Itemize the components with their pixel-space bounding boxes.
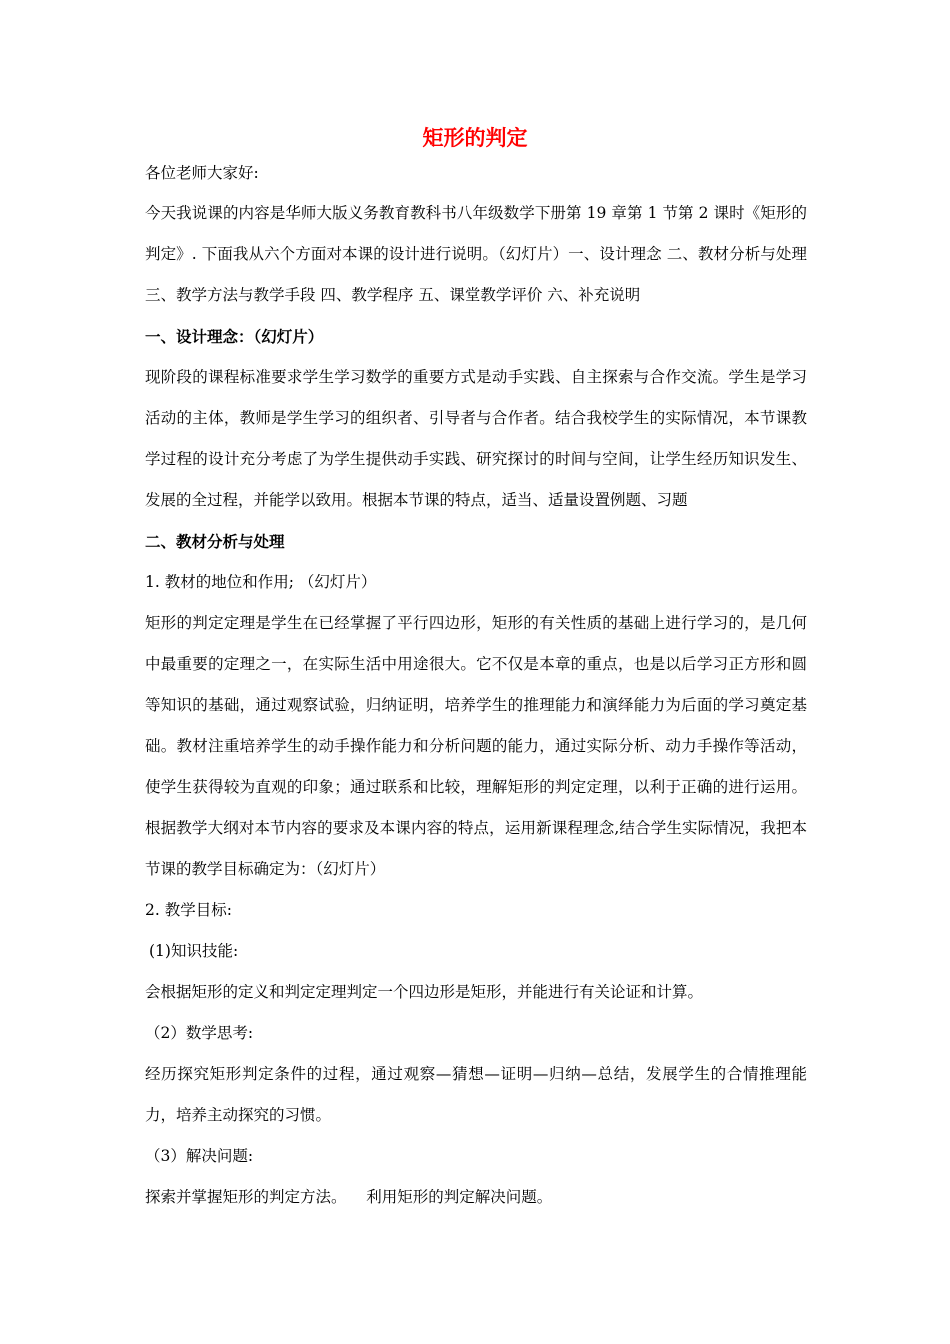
document-body [145,160,807,1218]
section-2-sub-2: 2. 教学目标: [145,901,232,919]
intro-paragraph: 今天我说课的内容是华师大版义务教育教科书八年级数学下册第 19 章第 1 节第 2 课时《矩形的判定》. 下面我从六个方面对本课的设计进行说明。（幻灯片）一、设计理念 二、教材分析与处理 三、教学方法与教学手段 四、教学程序 五、课堂教学评价 六、补充说明 [145,204,807,304]
goal-2-body: 经历探究矩形判定条件的过程，通过观察—猜想—证明—归纳—总结，发展学生的合情推理能力，培养主动探究的习惯。 [145,1065,807,1124]
goal-2-label: （2）数学思考: [145,1024,254,1042]
goal-3-body: 探索并掌握矩形的判定方法。 利用矩形的判定解决问题。 [145,1188,553,1206]
section-2-sub-1: 1. 教材的地位和作用; （幻灯片） [145,573,377,591]
goal-3-label: （3）解决问题: [145,1147,254,1165]
section-1-body: 现阶段的课程标准要求学生学习数学的重要方式是动手实践、自主探索与合作交流。学生是学习活动的主体，教师是学生学习的组织者、引导者与合作者。结合我校学生的实际情况，本节课教学过程的设计充分考虑了为学生提供动手实践、研究探讨的时间与空间，让学生经历知识发生、发展的全过程，并能学以致用。根据本节课的特点，适当、适量设置例题、习题 [145,368,807,509]
goal-1-body: 会根据矩形的定义和判定定理判定一个四边形是矩形，并能进行有关论证和计算。 [145,983,704,1001]
section-1-heading: 一、设计理念：（幻灯片） [145,327,324,346]
goal-1-label: (1)知识技能: [149,942,239,960]
greeting: 各位老师大家好: [145,164,259,182]
document-title: 矩形的判定 [422,125,528,150]
section-2-heading: 二、教材分析与处理 [145,532,285,551]
section-2-sub-1-body: 矩形的判定定理是学生在已经掌握了平行四边形，矩形的有关性质的基础上进行学习的，是几何中最重要的定理之一，在实际生活中用途很大。它不仅是本章的重点，也是以后学习正方形和圆等知识的基础，通过观察试验，归纳证明，培养学生的推理能力和演绎能力为后面的学习奠定基础。教材注重培养学生的动手操作能力和分析问题的能力，通过实际分析、动力手操作等活动，使学生获得较为直观的印象；通过联系和比较，理解矩形的判定定理，以利于正确的进行运用。根据教学大纲对本节内容的要求及本课内容的特点，运用新课程理念,结合学生实际情况，我把本节课的教学目标确定为：（幻灯片） [145,614,807,878]
